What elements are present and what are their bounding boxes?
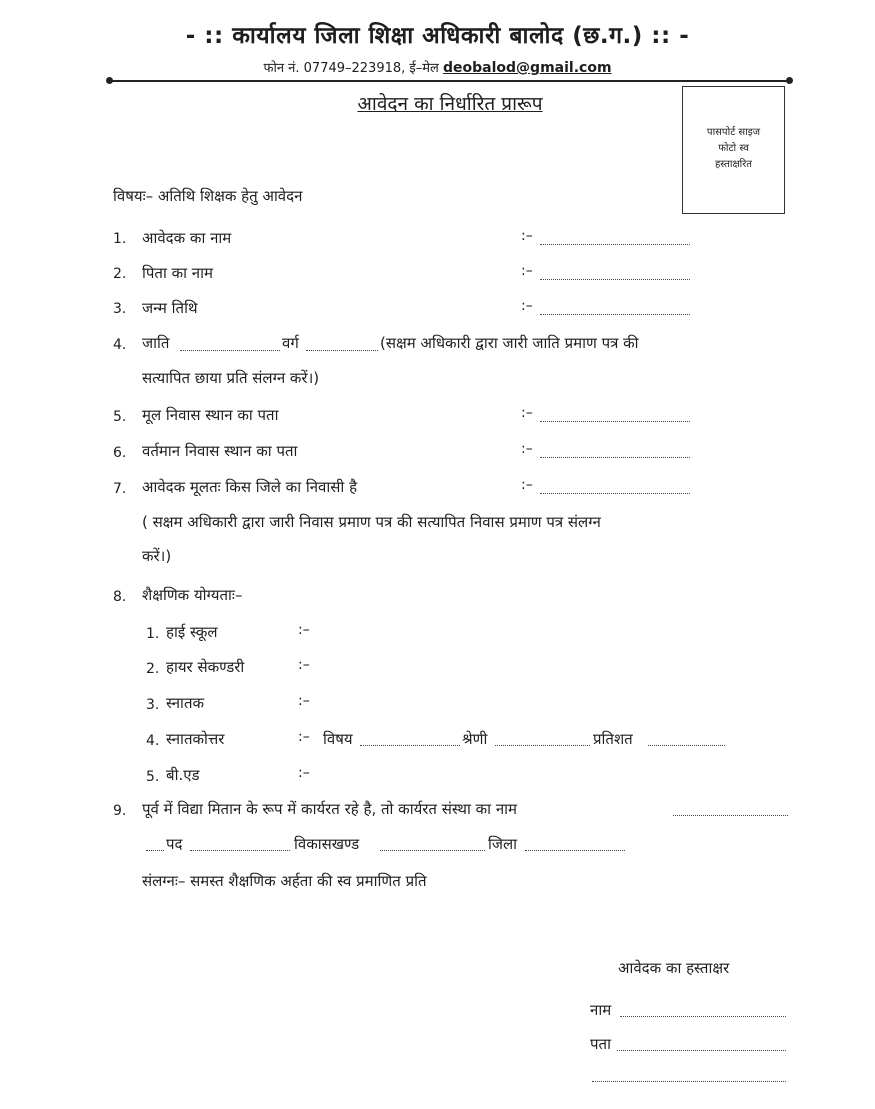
passport-photo-box [682,86,785,214]
item-5-separator: :– [521,405,533,421]
applicant-name-field[interactable] [540,243,690,245]
item-4-number: 4. [113,337,127,353]
signature-name-label: नाम [590,1001,612,1019]
subject-line: विषयः– अतिथि शिक्षक हेतु आवेदन [113,187,303,205]
edu-4-number: 4. [146,733,160,749]
edu-3-number: 3. [146,697,160,713]
edu-2-separator: :– [298,657,310,673]
edu-5-separator: :– [298,765,310,781]
item-8-label: शैक्षणिक योग्यताः– [142,586,243,604]
item-2-separator: :– [521,263,533,279]
item-9-label: पूर्व में विद्या मितान के रूप में कार्यरत रहे है, तो कार्यरत संस्था का नाम [142,800,518,818]
block-label: विकासखण्ड [294,835,360,853]
signature-address-field-2[interactable] [592,1080,786,1082]
native-address-field[interactable] [540,420,690,422]
district-label: जिला [488,835,518,853]
item-9-number: 9. [113,803,127,819]
residence-certificate-note-continued: करें।) [142,547,172,565]
header-divider [110,80,790,82]
pg-grade-field[interactable] [495,744,590,746]
edu-2-number: 2. [146,661,160,677]
item-5-label: मूल निवास स्थान का पता [142,406,279,424]
item-3-label: जन्म तिथि [142,299,198,317]
signature-title: आवेदक का हस्ताक्षर [618,959,730,977]
item-5-number: 5. [113,409,127,425]
item-3-number: 3. [113,301,127,317]
edu-5-label: बी.एड [166,766,200,784]
item-6-label: वर्तमान निवास स्थान का पता [142,442,298,460]
contact-email[interactable]: deobalod@gmail.com [443,60,612,76]
category-label: वर्ग [282,334,299,352]
post-label: पद [166,835,183,853]
edu-3-separator: :– [298,693,310,709]
category-field[interactable] [306,349,378,351]
form-title: आवेदन का निर्धारित प्रारूप [357,93,543,115]
current-address-field[interactable] [540,456,690,458]
caste-field[interactable] [180,349,280,351]
photo-box-line-3: हस्ताक्षरित [714,159,753,170]
residence-certificate-note: ( सक्षम अधिकारी द्वारा जारी निवास प्रमाण पत्र की सत्यापित निवास प्रमाण पत्र संलग्न [142,513,601,531]
birth-date-field[interactable] [540,313,690,315]
item-7-separator: :– [521,477,533,493]
photo-box-line-1: पासपोर्ट साइज [706,127,761,138]
edu-1-label: हाई स्कूल [166,623,218,641]
item-1-separator: :– [521,228,533,244]
item-6-separator: :– [521,441,533,457]
item-1-number: 1. [113,231,127,247]
edu-4-separator: :– [298,729,310,745]
edu-2-label: हायर सेकण्डरी [166,658,245,676]
item-1-label: आवेदक का नाम [142,229,232,247]
pg-subject-field[interactable] [360,744,460,746]
contact-line [0,58,875,76]
home-district-field[interactable] [540,492,690,494]
item-2-label: पिता का नाम [142,264,213,282]
pg-percent-field[interactable] [648,744,725,746]
signature-name-field[interactable] [620,1015,786,1017]
divider-end-right [786,77,793,84]
post-field[interactable] [190,849,290,851]
edu-1-number: 1. [146,626,160,642]
item-3-separator: :– [521,298,533,314]
office-title: - :: कार्यालय जिला शिक्षा अधिकारी बालोद (छ.ग.) :: - [185,23,690,49]
district-field[interactable] [525,849,625,851]
item-7-label: आवेदक मूलतः किस जिले का निवासी है [142,478,358,496]
edu-5-number: 5. [146,769,160,785]
caste-label: जाति [142,334,170,352]
divider-end-left [106,77,113,84]
institution-name-field[interactable] [673,814,788,816]
signature-address-field[interactable] [617,1049,786,1051]
block-field[interactable] [380,849,485,851]
attachment-note: संलग्नः– समस्त शैक्षणिक अर्हता की स्व प्रमाणित प्रति [142,872,427,890]
item-7-number: 7. [113,481,127,497]
item-2-number: 2. [113,266,127,282]
signature-address-label: पता [590,1035,611,1053]
pg-subject-label: विषय [323,730,353,748]
edu-3-label: स्नातक [166,694,205,712]
caste-certificate-note-continued: सत्यापित छाया प्रति संलग्न करें।) [142,369,320,387]
pg-grade-label: श्रेणी [462,730,488,748]
photo-box-line-2: फोटो स्व [718,143,749,154]
item-6-number: 6. [113,445,127,461]
edu-1-separator: :– [298,622,310,638]
contact-phone: फोन नं. 07749–223918, ई–मेल [263,61,439,76]
item-8-number: 8. [113,589,127,605]
caste-certificate-note: (सक्षम अधिकारी द्वारा जारी जाति प्रमाण पत्र की [380,334,639,352]
post-field-lead [146,849,164,851]
pg-percent-label: प्रतिशत [593,730,633,748]
father-name-field[interactable] [540,278,690,280]
edu-4-label: स्नातकोत्तर [166,730,225,748]
